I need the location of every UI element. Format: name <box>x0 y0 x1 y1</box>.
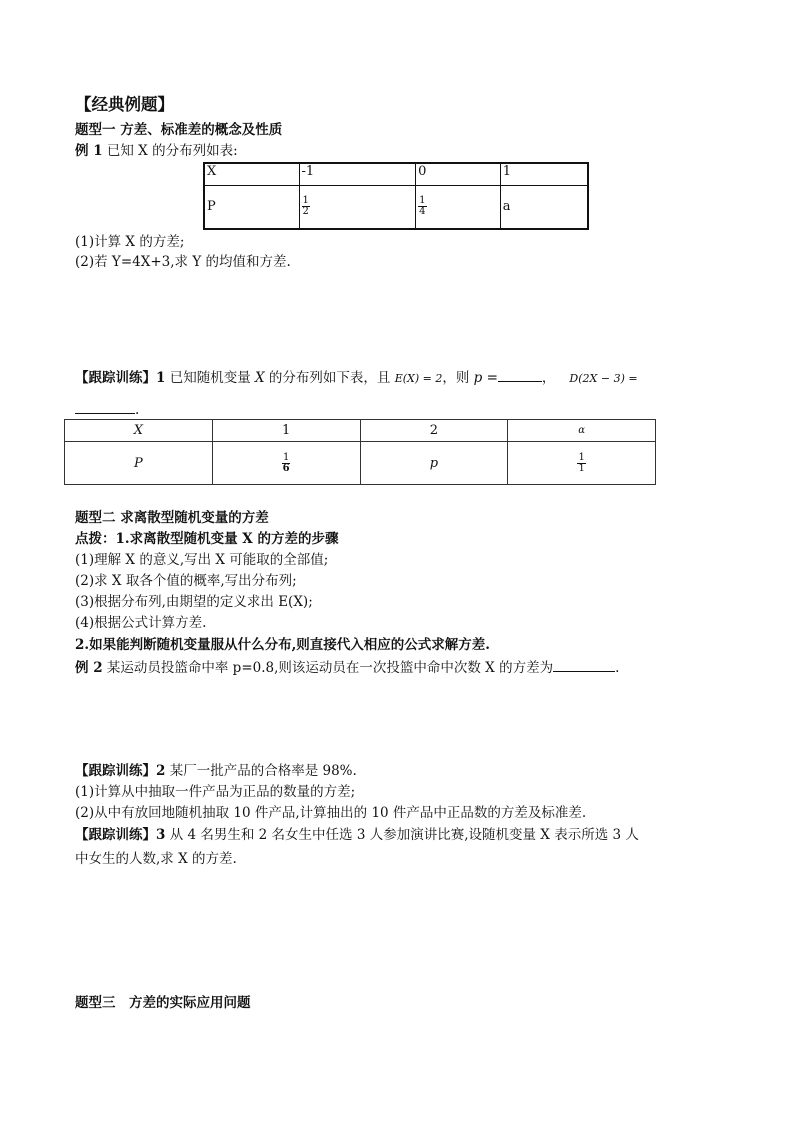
training2-line <box>75 762 357 780</box>
type2-tip: 点拨：1.求离散型随机变量 X 的方差的步骤 <box>75 531 339 547</box>
type3-title: 题型三 方差的实际应用问题 <box>75 995 251 1011</box>
example1-line <box>75 142 238 160</box>
training3-line <box>75 826 639 844</box>
example2-label: 例 2 <box>75 660 103 676</box>
training1-var: X <box>255 370 265 386</box>
fraction <box>418 196 426 217</box>
type2-step: (4)根据公式计算方差. <box>75 615 207 631</box>
table1-cell: -1 <box>299 163 416 185</box>
type1-title: 题型一 方差、标准差的概念及性质 <box>75 122 283 138</box>
training2-question-1: (1)计算从中抽取一件产品为正品的数量的方差; <box>75 784 356 800</box>
answer-blank <box>498 368 542 382</box>
table1-fraction-cell <box>299 185 416 229</box>
training2-text: 某厂一批产品的合格率是 98%. <box>165 763 357 779</box>
training1-line <box>75 368 638 388</box>
training1-separator: ， <box>541 370 556 386</box>
fraction <box>577 453 585 474</box>
distribution-table-2 <box>64 419 656 485</box>
fraction <box>302 196 310 217</box>
table2-cell: p <box>360 442 508 485</box>
fraction-numerator: 1 <box>419 195 426 207</box>
example2-line <box>75 658 619 677</box>
training1-variance-expr: D(2X − 3) = <box>569 372 638 385</box>
answer-blank <box>553 658 615 672</box>
example2-text: 某运动员投篮命中率 p=0.8,则该运动员在一次投篮中命中次数 X 的方差为 <box>102 660 554 676</box>
table2-cell: 1 <box>212 420 360 442</box>
type2-step: (2)求 X 取各个值的概率,写出分布列; <box>75 573 297 589</box>
example1-text: 已知 X 的分布列如表: <box>102 143 238 159</box>
fraction-numerator: 1 <box>282 451 290 463</box>
training1-expectation: E(X) = 2 <box>394 372 443 385</box>
training1-text: ，则 <box>442 370 474 386</box>
type1-question-2: (2)若 Y=4X+3,求 Y 的均值和方差. <box>75 254 291 270</box>
type2-tip2: 2.如果能判断随机变量服从什么分布,则直接代入相应的公式求解方差. <box>75 637 490 653</box>
table1-cell: 0 <box>416 163 501 185</box>
training1-text: 已知随机变量 <box>165 370 255 386</box>
table1-cell: X <box>204 163 299 185</box>
training2-question-2: (2)从中有放回地随机抽取 10 件产品,计算抽出的 10 件产品中正品数的方差及标准差. <box>75 805 587 821</box>
table2-cell: P <box>65 442 213 485</box>
training3-line2: 中女生的人数,求 X 的方差. <box>75 851 237 867</box>
training1-label: 【跟踪训练】1 <box>75 370 166 386</box>
example2-end: . <box>615 660 620 676</box>
fraction-denominator: 2 <box>302 206 309 218</box>
training1-line2 <box>75 400 139 419</box>
type2-title: 题型二 求离散型随机变量的方差 <box>75 510 269 526</box>
table2-cell: α <box>508 420 656 442</box>
fraction <box>282 453 290 474</box>
fraction-denominator: 6 <box>282 462 290 474</box>
type2-step: (3)根据分布列,由期望的定义求出 E(X); <box>75 594 313 610</box>
example1-label: 例 1 <box>75 143 103 159</box>
table1-cell: 1 <box>500 163 588 185</box>
fraction-denominator: 1 <box>578 462 585 474</box>
training3-label: 【跟踪训练】3 <box>75 827 166 843</box>
table2-fraction-cell <box>508 442 656 485</box>
training1-end: . <box>135 402 140 418</box>
table2-cell: X <box>65 420 213 442</box>
table1-fraction-cell <box>416 185 501 229</box>
training3-text: 从 4 名男生和 2 名女生中任选 3 人参加演讲比赛,设随机变量 X 表示所选 3 人 <box>165 827 639 843</box>
distribution-table-1 <box>203 162 589 230</box>
type2-step: (1)理解 X 的意义,写出 X 可能取的全部值; <box>75 552 329 568</box>
table1-cell: P <box>204 185 299 229</box>
table2-cell: 2 <box>360 420 508 442</box>
training1-text: 的分布列如下表，且 <box>264 370 395 386</box>
fraction-numerator: 1 <box>578 451 585 463</box>
fraction-numerator: 1 <box>302 195 309 207</box>
training2-label: 【跟踪训练】2 <box>75 763 166 779</box>
section-title: 【经典例题】 <box>75 95 174 114</box>
table1-cell: a <box>500 185 588 229</box>
fraction-denominator: 4 <box>419 206 426 218</box>
answer-blank <box>75 400 135 414</box>
table2-fraction-cell <box>212 442 360 485</box>
type1-question-1: (1)计算 X 的方差; <box>75 234 185 250</box>
training1-p-equals: p = <box>473 370 498 386</box>
